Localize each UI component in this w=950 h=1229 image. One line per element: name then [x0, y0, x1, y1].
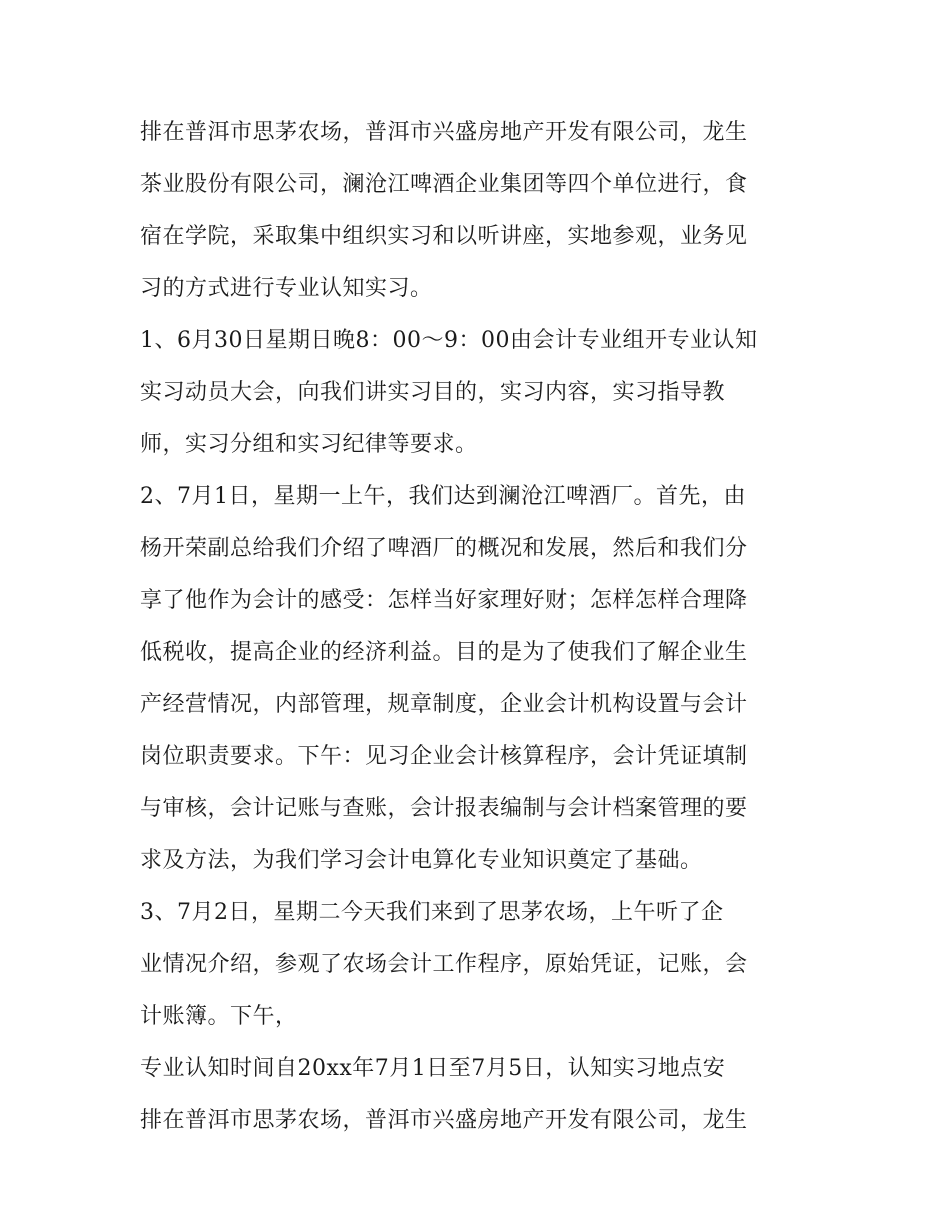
text-line: 产经营情况，内部管理，规章制度，企业会计机构设置与会计 [140, 692, 748, 717]
text-line: 杨开荣副总给我们介绍了啤酒厂的概况和发展，然后和我们分 [140, 536, 748, 561]
text-line: 习的方式进行专业认知实习。 [140, 276, 433, 301]
text-line: 享了他作为会计的感受：怎样当好家理好财；怎样怎样合理降 [140, 588, 748, 613]
text-line: 1、6月30日星期日晚8：00～9：00由会计专业组开专业认知 [140, 328, 758, 353]
text-line: 业情况介绍，参观了农场会计工作程序，原始凭证，记账，会 [140, 952, 748, 977]
text-line: 师，实习分组和实习纪律等要求。 [140, 432, 478, 457]
text-line: 排在普洱市思茅农场，普洱市兴盛房地产开发有限公司，龙生 [140, 120, 748, 145]
text-line: 低税收，提高企业的经济利益。目的是为了使我们了解企业生 [140, 640, 748, 665]
text-line: 3、7月2日，星期二今天我们来到了思茅农场，上午听了企 [140, 900, 724, 925]
text-line: 与审核，会计记账与查账，会计报表编制与会计档案管理的要 [140, 796, 748, 821]
text-line: 排在普洱市思茅农场，普洱市兴盛房地产开发有限公司，龙生 [140, 1108, 748, 1133]
text-line: 宿在学院，采取集中组织实习和以听讲座，实地参观，业务见 [140, 224, 748, 249]
text-line: 求及方法，为我们学习会计电算化专业知识奠定了基础。 [140, 848, 703, 873]
text-line: 茶业股份有限公司，澜沧江啤酒企业集团等四个单位进行，食 [140, 172, 748, 197]
text-line: 专业认知时间自20xx年7月1日至7月5日，认知实习地点安 [140, 1056, 726, 1081]
text-line: 2、7月1日，星期一上午，我们达到澜沧江啤酒厂。首先，由 [140, 484, 746, 509]
text-line: 实习动员大会，向我们讲实习目的，实习内容，实习指导教 [140, 380, 726, 405]
text-line: 计账簿。下午， [140, 1004, 298, 1029]
document-body [140, 107, 820, 1147]
text-line: 岗位职责要求。下午：见习企业会计核算程序，会计凭证填制 [140, 744, 748, 769]
